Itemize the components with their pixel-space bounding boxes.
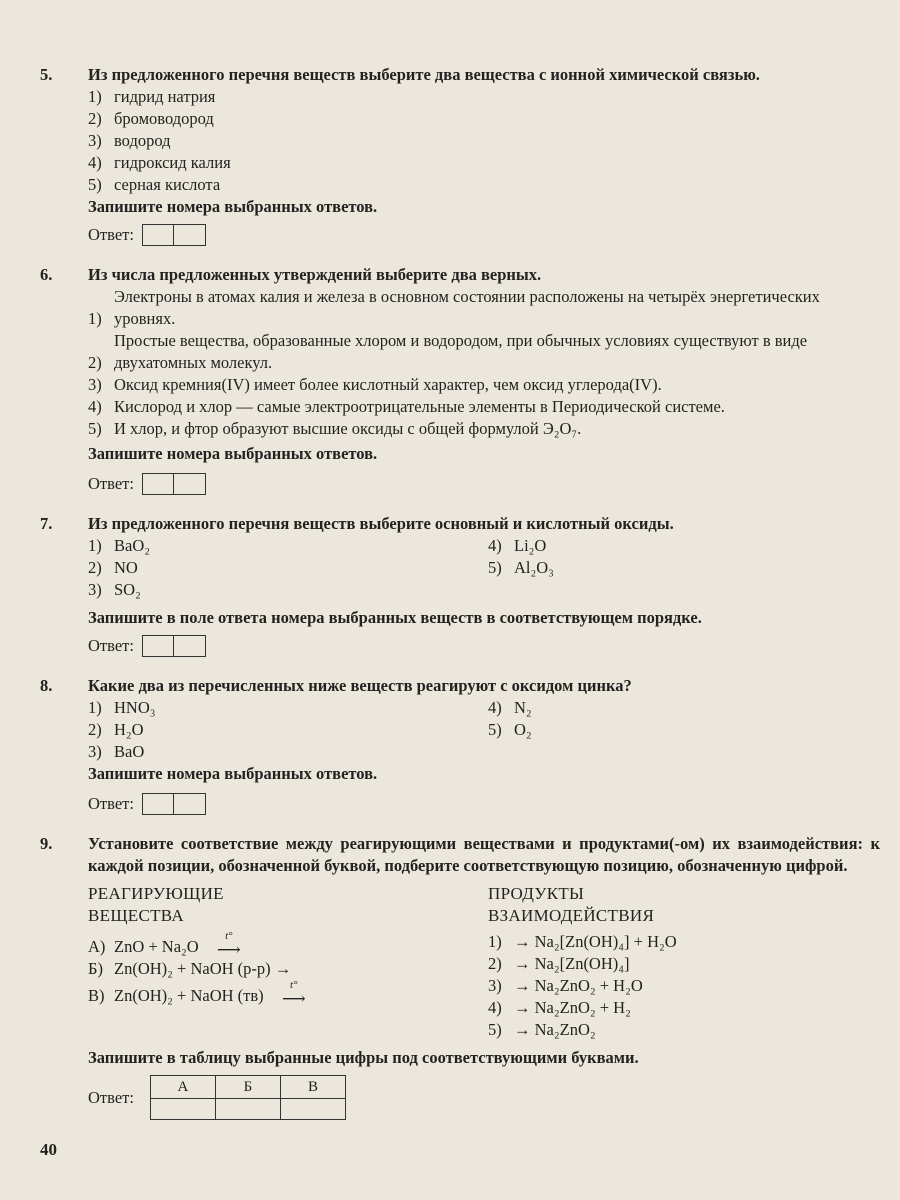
option-item bbox=[88, 130, 880, 152]
answer-box[interactable] bbox=[174, 473, 206, 495]
heat-label: t° bbox=[225, 930, 233, 942]
option-text: → Na₂[Zn(OH)₄] bbox=[514, 954, 630, 973]
option-number: 4) bbox=[88, 397, 102, 416]
option-number: 2) bbox=[488, 954, 502, 973]
option-text: BaO₂ bbox=[114, 536, 150, 555]
answer-cell[interactable] bbox=[280, 1099, 345, 1120]
option-item bbox=[88, 931, 488, 958]
option-number: 1) bbox=[88, 536, 102, 555]
option-number: 3) bbox=[88, 580, 102, 599]
option-number: 2) bbox=[88, 558, 102, 577]
answer-table-field bbox=[88, 1075, 880, 1120]
answer-label: Ответ: bbox=[88, 474, 134, 493]
option-text: → Na₂ZnO₂ bbox=[514, 1020, 596, 1039]
option-number: В) bbox=[88, 986, 105, 1005]
option-number: 4) bbox=[488, 698, 502, 717]
question-title: Из предложенного перечня веществ выберите основный и кислотный оксиды. bbox=[88, 514, 674, 533]
option-text: Zn(OH)₂ + NaOH (тв) bbox=[114, 986, 264, 1005]
page-number: 40 bbox=[40, 1140, 57, 1159]
answer-table bbox=[150, 1075, 346, 1120]
answer-box[interactable] bbox=[174, 793, 206, 815]
option-item bbox=[488, 535, 554, 557]
option-item bbox=[88, 579, 488, 601]
option-item bbox=[488, 975, 677, 997]
option-text: O₂ bbox=[514, 720, 532, 739]
option-number: 5) bbox=[488, 558, 502, 577]
option-text: гидроксид калия bbox=[114, 153, 231, 172]
option-text: SO₂ bbox=[114, 580, 141, 599]
option-number: 2) bbox=[88, 109, 102, 128]
answer-field bbox=[88, 791, 880, 817]
option-number: 2) bbox=[88, 720, 102, 739]
option-item bbox=[488, 953, 677, 975]
products-header: ПРОДУКТЫ bbox=[488, 884, 585, 903]
option-number: Б) bbox=[88, 959, 103, 978]
option-number: 1) bbox=[488, 932, 502, 951]
option-text: → Na₂ZnO₂ + H₂ bbox=[514, 998, 631, 1017]
option-item bbox=[88, 374, 880, 396]
table-header: В bbox=[280, 1076, 345, 1099]
answer-label: Ответ: bbox=[88, 636, 134, 655]
question-6 bbox=[40, 264, 880, 497]
question-5 bbox=[40, 64, 880, 248]
question-title: Из предложенного перечня веществ выберите два вещества с ионной химической связью. bbox=[88, 65, 760, 84]
option-number: 4) bbox=[488, 536, 502, 555]
option-text: Оксид кремния(IV) имеет более кислотный характер, чем оксид углерода(IV). bbox=[114, 375, 662, 394]
question-7 bbox=[40, 513, 880, 659]
reaction-arrow-icon: t° ⟶ bbox=[281, 979, 306, 1008]
option-item bbox=[488, 1019, 677, 1041]
option-item bbox=[88, 396, 880, 418]
option-text: Li₂O bbox=[514, 536, 547, 555]
answer-label: Ответ: bbox=[88, 225, 134, 244]
option-text: серная кислота bbox=[114, 175, 221, 194]
instruction: Запишите в поле ответа номера выбранных веществ в соответствующем порядке. bbox=[88, 608, 702, 627]
option-text: Электроны в атомах калия и железа в основном состоянии расположены на четырёх энергетических уровнях. bbox=[114, 287, 820, 328]
option-item bbox=[488, 697, 532, 719]
option-item bbox=[88, 557, 488, 579]
option-text: Простые вещества, образованные хлором и водородом, при обычных условиях существуют в виде двухатомных молекул. bbox=[114, 331, 808, 372]
instruction: Запишите в таблицу выбранные цифры под соответствующими буквами. bbox=[88, 1048, 639, 1067]
answer-box[interactable] bbox=[142, 224, 174, 246]
table-header: А bbox=[150, 1076, 215, 1099]
option-number: 4) bbox=[488, 998, 502, 1017]
option-number: 5) bbox=[88, 419, 102, 438]
option-number: 1) bbox=[88, 698, 102, 717]
option-text: → Na₂ZnO₂ + H₂O bbox=[514, 976, 643, 995]
option-number: 4) bbox=[88, 153, 102, 172]
option-item bbox=[488, 719, 532, 741]
option-text: Zn(OH)₂ + NaOH (р-р) → bbox=[114, 959, 292, 978]
option-text: гидрид натрия bbox=[114, 87, 216, 106]
option-item bbox=[88, 741, 488, 763]
option-number: 5) bbox=[88, 175, 102, 194]
answer-field bbox=[88, 222, 880, 248]
option-text: → Na₂[Zn(OH)₄] + H₂O bbox=[514, 932, 677, 951]
question-8 bbox=[40, 675, 880, 817]
answer-box[interactable] bbox=[174, 224, 206, 246]
option-text: Кислород и хлор — самые электроотрицательные элементы в Периодической системе. bbox=[114, 397, 725, 416]
option-number: 3) bbox=[88, 375, 102, 394]
option-item bbox=[88, 330, 880, 374]
instruction: Запишите номера выбранных ответов. bbox=[88, 444, 378, 463]
option-text: H₂O bbox=[114, 720, 144, 739]
option-text: Al₂O₃ bbox=[514, 558, 554, 577]
answer-field bbox=[88, 633, 880, 659]
products-header: ВЗАИМОДЕЙСТВИЯ bbox=[488, 906, 655, 925]
option-item bbox=[88, 719, 488, 741]
answer-box[interactable] bbox=[142, 793, 174, 815]
option-item bbox=[88, 152, 880, 174]
table-header: Б bbox=[215, 1076, 280, 1099]
option-number: 2) bbox=[88, 353, 102, 372]
option-number: 1) bbox=[88, 87, 102, 106]
answer-label: Ответ: bbox=[88, 1087, 134, 1107]
option-number: 3) bbox=[488, 976, 502, 995]
question-title: Из числа предложенных утверждений выберите два верных. bbox=[88, 265, 542, 284]
option-number: А) bbox=[88, 937, 106, 956]
question-title: Какие два из перечисленных ниже веществ реагируют с оксидом цинка? bbox=[88, 676, 632, 695]
option-item bbox=[88, 535, 488, 557]
option-text: ZnO + Na₂O bbox=[114, 937, 199, 956]
question-9 bbox=[40, 833, 880, 1120]
option-item bbox=[88, 980, 488, 1007]
question-number: 6. bbox=[40, 265, 53, 284]
option-number: 3) bbox=[88, 131, 102, 150]
option-text: HNO₃ bbox=[114, 698, 156, 717]
reaction-arrow-icon: t° ⟶ bbox=[217, 930, 241, 959]
question-number: 9. bbox=[40, 834, 53, 853]
instruction: Запишите номера выбранных ответов. bbox=[88, 197, 378, 216]
option-text: бромоводород bbox=[114, 109, 214, 128]
instruction: Запишите номера выбранных ответов. bbox=[88, 764, 378, 783]
option-item bbox=[88, 418, 880, 440]
answer-cell[interactable] bbox=[215, 1099, 280, 1120]
reagents-header: РЕАГИРУЮЩИЕ bbox=[88, 884, 224, 903]
question-title: Установите соответствие между реагирующими веществами и продуктами(-ом) их взаимодействия: к каждой позиции, обозначенной буквой, подберите соответствующую позицию, обозначенную цифрой. bbox=[88, 834, 880, 875]
question-number: 8. bbox=[40, 676, 53, 695]
heat-label: t° bbox=[290, 979, 298, 991]
answer-box[interactable] bbox=[142, 635, 174, 657]
option-item bbox=[88, 174, 880, 196]
option-item bbox=[488, 997, 677, 1019]
question-number: 7. bbox=[40, 514, 53, 533]
option-number: 5) bbox=[488, 720, 502, 739]
option-item bbox=[88, 86, 880, 108]
answer-cell[interactable] bbox=[150, 1099, 215, 1120]
option-item bbox=[88, 286, 880, 330]
option-item bbox=[88, 958, 488, 980]
option-item bbox=[88, 697, 488, 719]
reagents-header: ВЕЩЕСТВА bbox=[88, 906, 184, 925]
option-text: BaO bbox=[114, 742, 145, 761]
answer-label: Ответ: bbox=[88, 794, 134, 813]
option-number: 1) bbox=[88, 309, 102, 328]
option-item bbox=[88, 108, 880, 130]
option-text: водород bbox=[114, 131, 171, 150]
question-number: 5. bbox=[40, 65, 53, 84]
option-item bbox=[488, 557, 554, 579]
option-number: 5) bbox=[488, 1020, 502, 1039]
answer-box[interactable] bbox=[142, 473, 174, 495]
option-text: И хлор, и фтор образуют высшие оксиды с общей формулой Э₂O₇. bbox=[114, 419, 582, 438]
option-item bbox=[488, 931, 677, 953]
option-text: N₂ bbox=[514, 698, 532, 717]
answer-field bbox=[88, 471, 880, 497]
option-text: NO bbox=[114, 558, 138, 577]
answer-box[interactable] bbox=[174, 635, 206, 657]
option-number: 3) bbox=[88, 742, 102, 761]
